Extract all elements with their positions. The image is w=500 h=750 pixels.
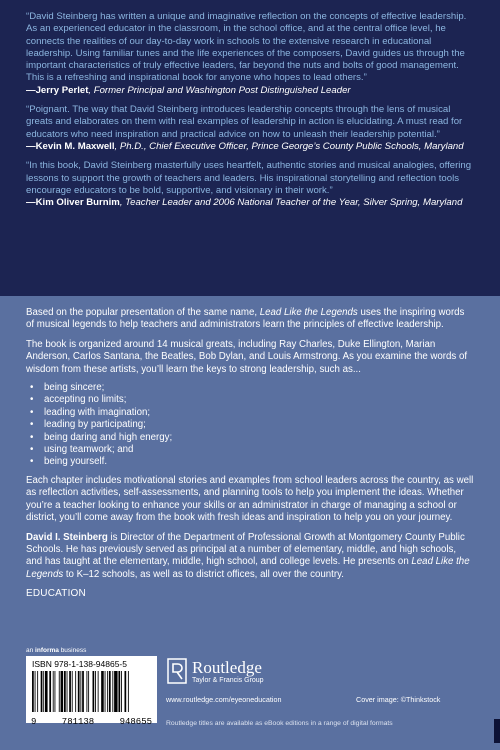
barcode-bar — [88, 671, 89, 712]
routledge-logo-icon — [167, 658, 187, 684]
quote-author: —Jerry Perlet — [26, 84, 89, 96]
list-item: • leading with imagination; — [30, 406, 151, 418]
quote-text: “In this book, David Steinberg masterfully uses heartfelt, authentic stories and musical analogies, offering lessons to support the growth of teachers and leaders. His inspirational storytelling and reflection tools encourage educators to be bold, supportive, and visionary in their work.” — [26, 160, 472, 196]
barcode-bar — [107, 671, 108, 712]
publisher-group: Taylor & Francis Group — [192, 676, 264, 684]
barcode-bar — [72, 671, 73, 712]
barcode-bar — [64, 671, 66, 712]
bullet-icon: • — [30, 456, 34, 468]
quote-attribution — [26, 85, 474, 97]
quote-text: “David Steinberg has written a unique and imaginative reflection on the concepts of effective leadership. As an experienced educator in the classroom, in the school office, and at the central office level, he connects the realities of our day-to-day work in schools to the extensive research in educational leadership. Using familiar tunes and the life experiences of the composers, David guides us through the important characteristics of truly effective leaders, far beyond the nuts and bolts of good management. This is a refreshing and inspirational book for anyone who hopes to lead others.” — [26, 11, 467, 84]
endorsement-quote-3 — [26, 160, 474, 209]
barcode-bar — [67, 671, 68, 712]
category-label: EDUCATION — [26, 588, 86, 600]
barcode-bar — [43, 671, 44, 712]
bullet-icon: • — [30, 394, 34, 406]
quote-author-title: , Teacher Leader and 2006 National Teacher of the Year, Silver Spring, Maryland — [119, 197, 463, 209]
book-title: Lead Like the Legends — [26, 556, 470, 580]
quote-author-title: , Ph.D., Chief Executive Officer, Prince George’s County Public Schools, Maryland — [114, 140, 464, 152]
endorsement-quote-1 — [26, 11, 474, 97]
barcode-bar — [35, 671, 36, 712]
barcode-bar — [49, 671, 51, 712]
barcode-bar — [37, 671, 38, 712]
barcode-bar — [59, 671, 60, 712]
bullet-icon: • — [30, 419, 34, 431]
endorsements-section — [0, 0, 500, 296]
list-item: • leading by participating; — [30, 419, 146, 431]
barcode-bar — [124, 671, 126, 712]
barcode-bar — [41, 671, 43, 712]
barcode-bar — [98, 671, 99, 712]
barcode-bar — [109, 671, 111, 712]
barcode-bar — [53, 671, 54, 712]
barcode-bar — [95, 671, 96, 712]
author-bio: David I. Steinberg is Director of the Department of Professional Growth at Montgomery County Public Schools. He has previously served as principal at a number of elementary, middle, and high schools, and has taught at the elementary, middle, high school, and college levels. He presents on Lead Like the Legends to K–12 schools, as well as to district offices, all over the country. — [26, 531, 470, 580]
isbn-label: ISBN 978-1-138-94865-5 — [32, 659, 127, 669]
barcode-bars — [30, 671, 153, 712]
barcode-bar — [121, 671, 122, 712]
barcode-bar — [128, 671, 129, 712]
barcode-bar — [69, 671, 71, 712]
description-paragraph-3: Each chapter includes motivational stories and examples from school leaders across the country, as well as reflection activities, self-assessments, and planning tools to help you implement the ideas. Whether you’re a teacher looking to enhance your skills or an administrator in charge of managing a school or district, you’ll come away from the book with fresh ideas and inspiration to help you on your journey. — [26, 474, 474, 524]
quote-author: —Kim Oliver Burnim — [26, 197, 120, 209]
bullet-icon: • — [30, 431, 34, 443]
cover-credit: Cover image: ©Thinkstock — [356, 695, 441, 704]
list-item: • being yourself. — [30, 456, 108, 468]
endorsement-quote-2 — [26, 104, 474, 153]
barcode-bar — [114, 671, 117, 712]
bullet-icon: • — [30, 444, 34, 456]
quote-attribution — [26, 141, 474, 153]
book-title: Lead Like the Legends — [259, 307, 358, 318]
barcode-bar — [32, 671, 34, 712]
list-item: • being daring and high energy; — [30, 431, 173, 443]
barcode-bar — [105, 671, 106, 712]
leadership-keys-list — [26, 382, 474, 469]
description-paragraph-2: The book is organized around 14 musical greats, including Ray Charles, Duke Ellington, Marian Anderson, Carlos Santana, the Beatles, Bob Dylan, and Louis Armstrong. As you examine the words of wisdom from these artists, you’ll learn the keys to strong leadership, such as... — [26, 338, 468, 375]
barcode-bar — [54, 671, 55, 712]
barcode-bar — [93, 671, 95, 712]
description-paragraph-1: Based on the popular presentation of the same name, Lead Like the Legends uses the inspiring words of musical legends to help teachers and administrators learn the principles of effective leadership. — [26, 307, 465, 331]
barcode-bar — [78, 671, 80, 712]
barcode-bar — [45, 671, 48, 712]
bullet-icon: • — [30, 406, 34, 418]
publisher-url[interactable]: www.routledge.com/eyeoneducation — [166, 695, 282, 704]
publisher-name: Routledge — [192, 657, 262, 677]
barcode — [26, 656, 157, 727]
quote-text: “Poignant. The way that David Steinberg introduces leadership concepts through the lens of musical greats and elaborates on them with real examples of leadership in action is elucidating. A must read for educators who need inspiration and practical advice on how to unleash their leadership potential.” — [26, 104, 463, 140]
spine-edge — [494, 719, 500, 743]
barcode-bar — [86, 671, 87, 712]
barcode-bar — [82, 671, 84, 712]
list-item: • using teamwork; and — [30, 444, 134, 456]
barcode-bar — [61, 671, 64, 712]
informa-business-label: an informa business — [26, 647, 87, 654]
barcode-bar — [101, 671, 104, 712]
barcode-bar — [112, 671, 113, 712]
bullet-icon: • — [30, 382, 34, 394]
author-name: David I. Steinberg — [26, 531, 108, 543]
quote-author-title: , Former Principal and Washington Post Distinguished Leader — [88, 84, 351, 96]
barcode-bar — [80, 671, 81, 712]
barcode-number: 9 781138 948655 — [31, 717, 152, 727]
routledge-logo — [167, 658, 264, 684]
quote-author: —Kevin M. Maxwell — [26, 140, 115, 152]
list-item: • accepting no limits; — [30, 394, 127, 406]
barcode-bar — [118, 671, 120, 712]
quote-attribution — [26, 197, 474, 209]
barcode-bar — [75, 671, 76, 712]
list-item: • being sincere; — [30, 382, 105, 394]
ebook-note: Routledge titles are available as eBook editions in a range of digital formats — [166, 720, 393, 727]
